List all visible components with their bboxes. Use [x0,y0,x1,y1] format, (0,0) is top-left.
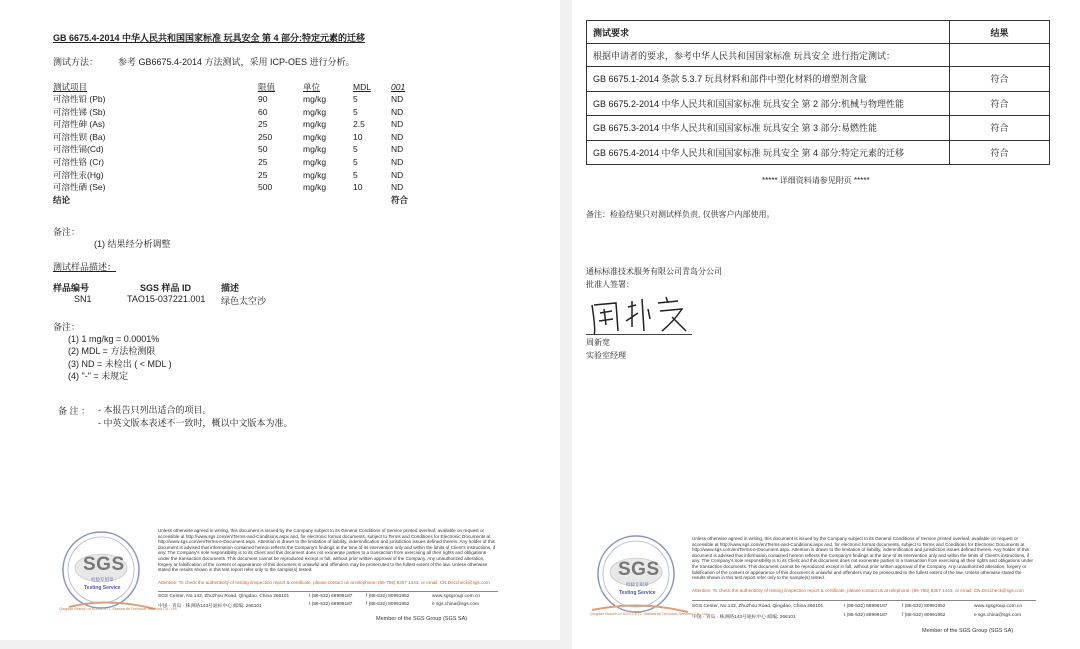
approver-label: 批准人签署： [586,280,634,289]
col-header-unit: 单位 [303,81,321,92]
right-remark: 备注：检验结果只对测试样负责, 仅供客户内部使用。 [586,210,775,219]
fax: f (86-532) 80991952 [366,594,410,599]
table-row [53,106,431,119]
table-row [587,140,1050,165]
note-item: (3) ND = 未检出 ( < MDL ) [68,358,172,369]
cell-result: ND [391,144,404,155]
method-label: 测试方法： [53,57,99,67]
cell-unit: mg/kg [303,106,327,117]
cell-unit: mg/kg [303,156,327,167]
table-row [587,67,1050,92]
sample-header-desc: 描述 [221,283,240,293]
fax-cn: f (86-532) 80991952 [902,613,946,618]
note-item: (1) 1 mg/kg = 0.0001% [68,334,160,344]
seal-sub: Testing Service [619,590,656,596]
cell-result: 符合 [950,116,1050,141]
fax-cn: f (86-532) 80991952 [366,602,410,607]
member-line: Member of the SGS Group (SGS SA) [922,628,1014,634]
sample-cell-id: SN1 [74,294,92,304]
sample-cell-sgs-id: TAO15-037221.001 [127,294,206,304]
address-cn: 中国 · 青岛 · 株洲路143号通标中心 邮编: 266101 [158,604,262,609]
cell-limit: 25 [258,156,268,167]
section-title: GB 6675.4-2014 中华人民共和国国家标准 玩具安全 第 4 部分:特定元素的迁移 [53,33,366,43]
stamp-text: Qingdao Branch of SGS-CSTC Standards Technical Services Co., Ltd. [590,612,709,616]
fine-print: Unless otherwise agreed in writing, this document is issued by the Company subject to its General Conditions of Service printed overleaf, available on request or accessible at http://www.sgs.com/en/Terms-and-Conditions.aspx and, for electronic format documents, subject to Terms and Conditions for Electronic Documents at http://www.sgs.com/en/Terms-e-Document.aspx. Attention is drawn to the limitation of liability, indemnification and jurisdiction issues defined therein. Any holder of this document is advised that information contained hereon reflects the Company's findings at the time of its intervention only and within the limits of Client's instructions, if any. The Company's sole responsibility is to its Client and this document does not exonerate parties to a transaction from exercising all their rights and obligations under the transaction documents. This document cannot be reproduced except in full, without prior written approval of the Company. Any unauthorized alteration, forgery or falsification of the content or appearance of this document is unlawful and offenders may be prosecuted to the fullest extent of the law. Unless otherwise stated the results shown in this test report refer only to the sample(s) tested. [692,536,1034,581]
cell-item: 可溶性铬 (Cr) [53,156,104,167]
cell-limit: 50 [258,144,268,155]
seal-cn: 检验专用章 [91,577,114,582]
notes-list [68,333,172,383]
notes-label: 备注： [53,322,81,332]
signature [586,291,696,339]
table-row [53,93,431,106]
tel: t (86-532) 68999187 [844,604,888,609]
conclusion-label: 结论 [53,194,71,205]
sgs-seal [57,527,178,622]
cell-mdl: 10 [353,131,363,142]
requirements-table [586,20,1050,165]
remark2-lines [98,404,293,430]
cell-limit: 25 [258,169,268,180]
table-row [53,169,431,182]
address-en: SGS Center, No.143, Zhuzhou Road, Qingdao, China 266101 [158,594,290,599]
sgs-seal [590,530,709,625]
cell-unit: mg/kg [303,169,327,180]
cell-mdl: 2.5 [353,119,365,130]
attention-line: Attention: To check the authenticity of testing /inspection report & certificate, please contact us at telephone: (86-755) 8307 1443, or email: CN.Doccheck@sgs.com [158,580,490,585]
cell-item: 可溶性铅 (Pb) [53,94,106,104]
table-row [53,156,431,169]
cell-result: ND [391,106,404,117]
report-page-right [572,0,1080,649]
sample-cell-desc: 绿色太空沙 [221,296,267,306]
sgs-logo: SGS [83,554,125,575]
cell-item: 可溶性锑 (Sb) [53,106,106,117]
cell-requirement: GB 6675.1-2014 条款 5.3.7 玩具材料和部件中塑化材料的增塑剂含量 [587,67,950,92]
sample-header-id: 样品编号 [53,283,90,293]
cell-item: 可溶性钡 (Ba) [53,131,106,142]
cell-unit: mg/kg [303,94,327,104]
remark2-line: - 中英文版本表述不一致时，概以中文版本为准。 [98,418,293,428]
seal-sub: Testing Service [84,585,121,591]
col-header-limit: 限值 [258,81,276,92]
req-intro: 根据申请者的要求，参考中华人民共和国国家标准 玩具安全 进行指定测试： [587,44,950,67]
cell-result: ND [391,131,404,142]
seal-cn: 检验专用章 [626,582,649,587]
materials-table [53,80,431,206]
cell-item: 可溶性汞(Hg) [53,169,104,180]
email-link[interactable]: e sgs.china@sgs.com [974,613,1021,618]
fax: f (86-532) 80991952 [902,604,946,609]
address-en: SGS Center, No.143, Zhuzhou Road, Qingdao, China 266101 [692,604,824,609]
website-link[interactable]: www.sgsgroup.com.cn [974,604,1022,609]
cell-result: 符合 [950,67,1050,92]
table-row [53,131,431,144]
col-header-sample: 001 [391,81,406,92]
table-row [587,116,1050,141]
stamp-text: Qingdao Branch of SGS-CSTC Standards Technical Services Co., Ltd. [59,607,178,611]
tel: t (86-532) 68999187 [309,594,353,599]
attention-line: Attention: To check the authenticity of testing /inspection report & certificate, please contact us at telephone: (86-755) 8307 1443, or email: CN.Doccheck@sgs.com [692,588,1024,593]
table-row [53,143,431,156]
cell-mdl: 5 [353,106,358,117]
signature-line [586,334,692,335]
fine-print: Unless otherwise agreed in writing, this document is issued by the Company subject to its General Conditions of Service printed overleaf, available on request or accessible at http://www.sgs.com/en/Terms-and-Conditions.aspx and, for electronic format documents, subject to Terms and Conditions for Electronic Documents at http://www.sgs.com/en/Terms-e-Document.aspx. Attention is drawn to the limitation of liability, indemnification and jurisdiction issues defined therein. Any holder of this document is advised that information contained hereon reflects the Company's findings at the time of its intervention only and within the limits of Client's instructions, if any. The Company's sole responsibility is to its Client and this document does not exonerate parties to a transaction from exercising all their rights and obligations under the transaction documents. This document cannot be reproduced except in full, without prior written approval of the Company. Any unauthorized alteration, forgery or falsification of the content or appearance of this document is unlawful and offenders may be prosecuted to the fullest extent of the law. Unless otherwise stated the results shown in this test report refer only to the sample(s) tested. [158,528,496,573]
method-text: 参考 GB6675.4-2014 方法测试，采用 ICP-OES 进行分析。 [118,57,355,67]
cell-mdl: 5 [353,144,358,155]
cell-result: ND [391,119,404,130]
note-item: (2) MDL = 方法检测限 [68,346,156,357]
signer-title: 实验室经理 [586,351,626,360]
conclusion-value: 符合 [391,194,409,205]
email-link[interactable]: e sgs.china@sgs.com [432,602,479,607]
member-line: Member of the SGS Group (SGS SA) [376,616,468,622]
cell-requirement: GB 6675.4-2014 中华人民共和国国家标准 玩具安全 第 4 部分:特定元素的迁移 [587,140,950,165]
tel-cn: t (86-532) 68999187 [844,613,888,618]
sample-header-sgs-id: SGS 样品 ID [140,283,192,293]
divider [158,591,498,592]
result-header: 结果 [950,21,1050,44]
cell-limit: 60 [258,106,268,117]
remark-text: (1) 结果经分析调整 [94,239,171,249]
cell-requirement: GB 6675.2-2014 中华人民共和国国家标准 玩具安全 第 2 部分:机械与物理性能 [587,91,950,116]
col-header-mdl: MDL [353,81,371,92]
cell-unit: mg/kg [303,144,327,155]
cell-limit: 25 [258,119,268,130]
signer-name: 周新宽 [586,338,610,347]
cell-limit: 90 [258,94,268,104]
cell-result: ND [391,169,404,180]
website-link[interactable]: www.sgsgroup.com.cn [432,594,480,599]
address-cn: 中国 · 青岛 · 株洲路143号通标中心 邮编: 266101 [692,615,796,620]
cell-unit: mg/kg [303,119,327,130]
cell-result: ND [391,156,404,167]
sgs-logo: SGS [618,559,660,580]
table-row [53,181,431,194]
sample-heading: 测试样品描述： [53,262,117,272]
cell-limit: 500 [258,182,273,193]
table-row [587,91,1050,116]
divider [692,600,1036,601]
cell-result: ND [391,94,404,104]
note-item: (4) "-" = 未规定 [68,371,129,382]
company-name: 通标标准技术服务有限公司青岛分公司 [586,267,722,276]
tel-cn: t (86-532) 68999187 [309,602,353,607]
cell-limit: 250 [258,131,273,142]
cell-result: 符合 [950,91,1050,116]
cell-item: 可溶性镉(Cd) [53,144,104,155]
detail-note: ***** 详细资料请参见附页 ***** [762,176,870,185]
remark-label: 备注： [53,227,81,237]
cell-mdl: 5 [353,94,358,104]
cell-result: 符合 [950,140,1050,165]
cell-requirement: GB 6675.3-2014 中华人民共和国国家标准 玩具安全 第 3 部分:易燃性能 [587,116,950,141]
remark2-line: - 本报告只列出适合的项目。 [98,405,212,415]
cell-mdl: 5 [353,156,358,167]
table-row [53,118,431,131]
cell-mdl: 10 [353,182,363,193]
cell-unit: mg/kg [303,182,327,193]
cell-unit: mg/kg [303,131,327,142]
cell-item: 可溶性硒 (Se) [53,182,106,193]
cell-item: 可溶性砷 (As) [53,119,105,130]
cell-mdl: 5 [353,169,358,180]
req-header: 测试要求 [587,21,950,44]
remark2-label: 备 注 ： [58,406,91,416]
cell-result: ND [391,182,404,193]
col-header-item: 测试项目 [53,81,88,92]
